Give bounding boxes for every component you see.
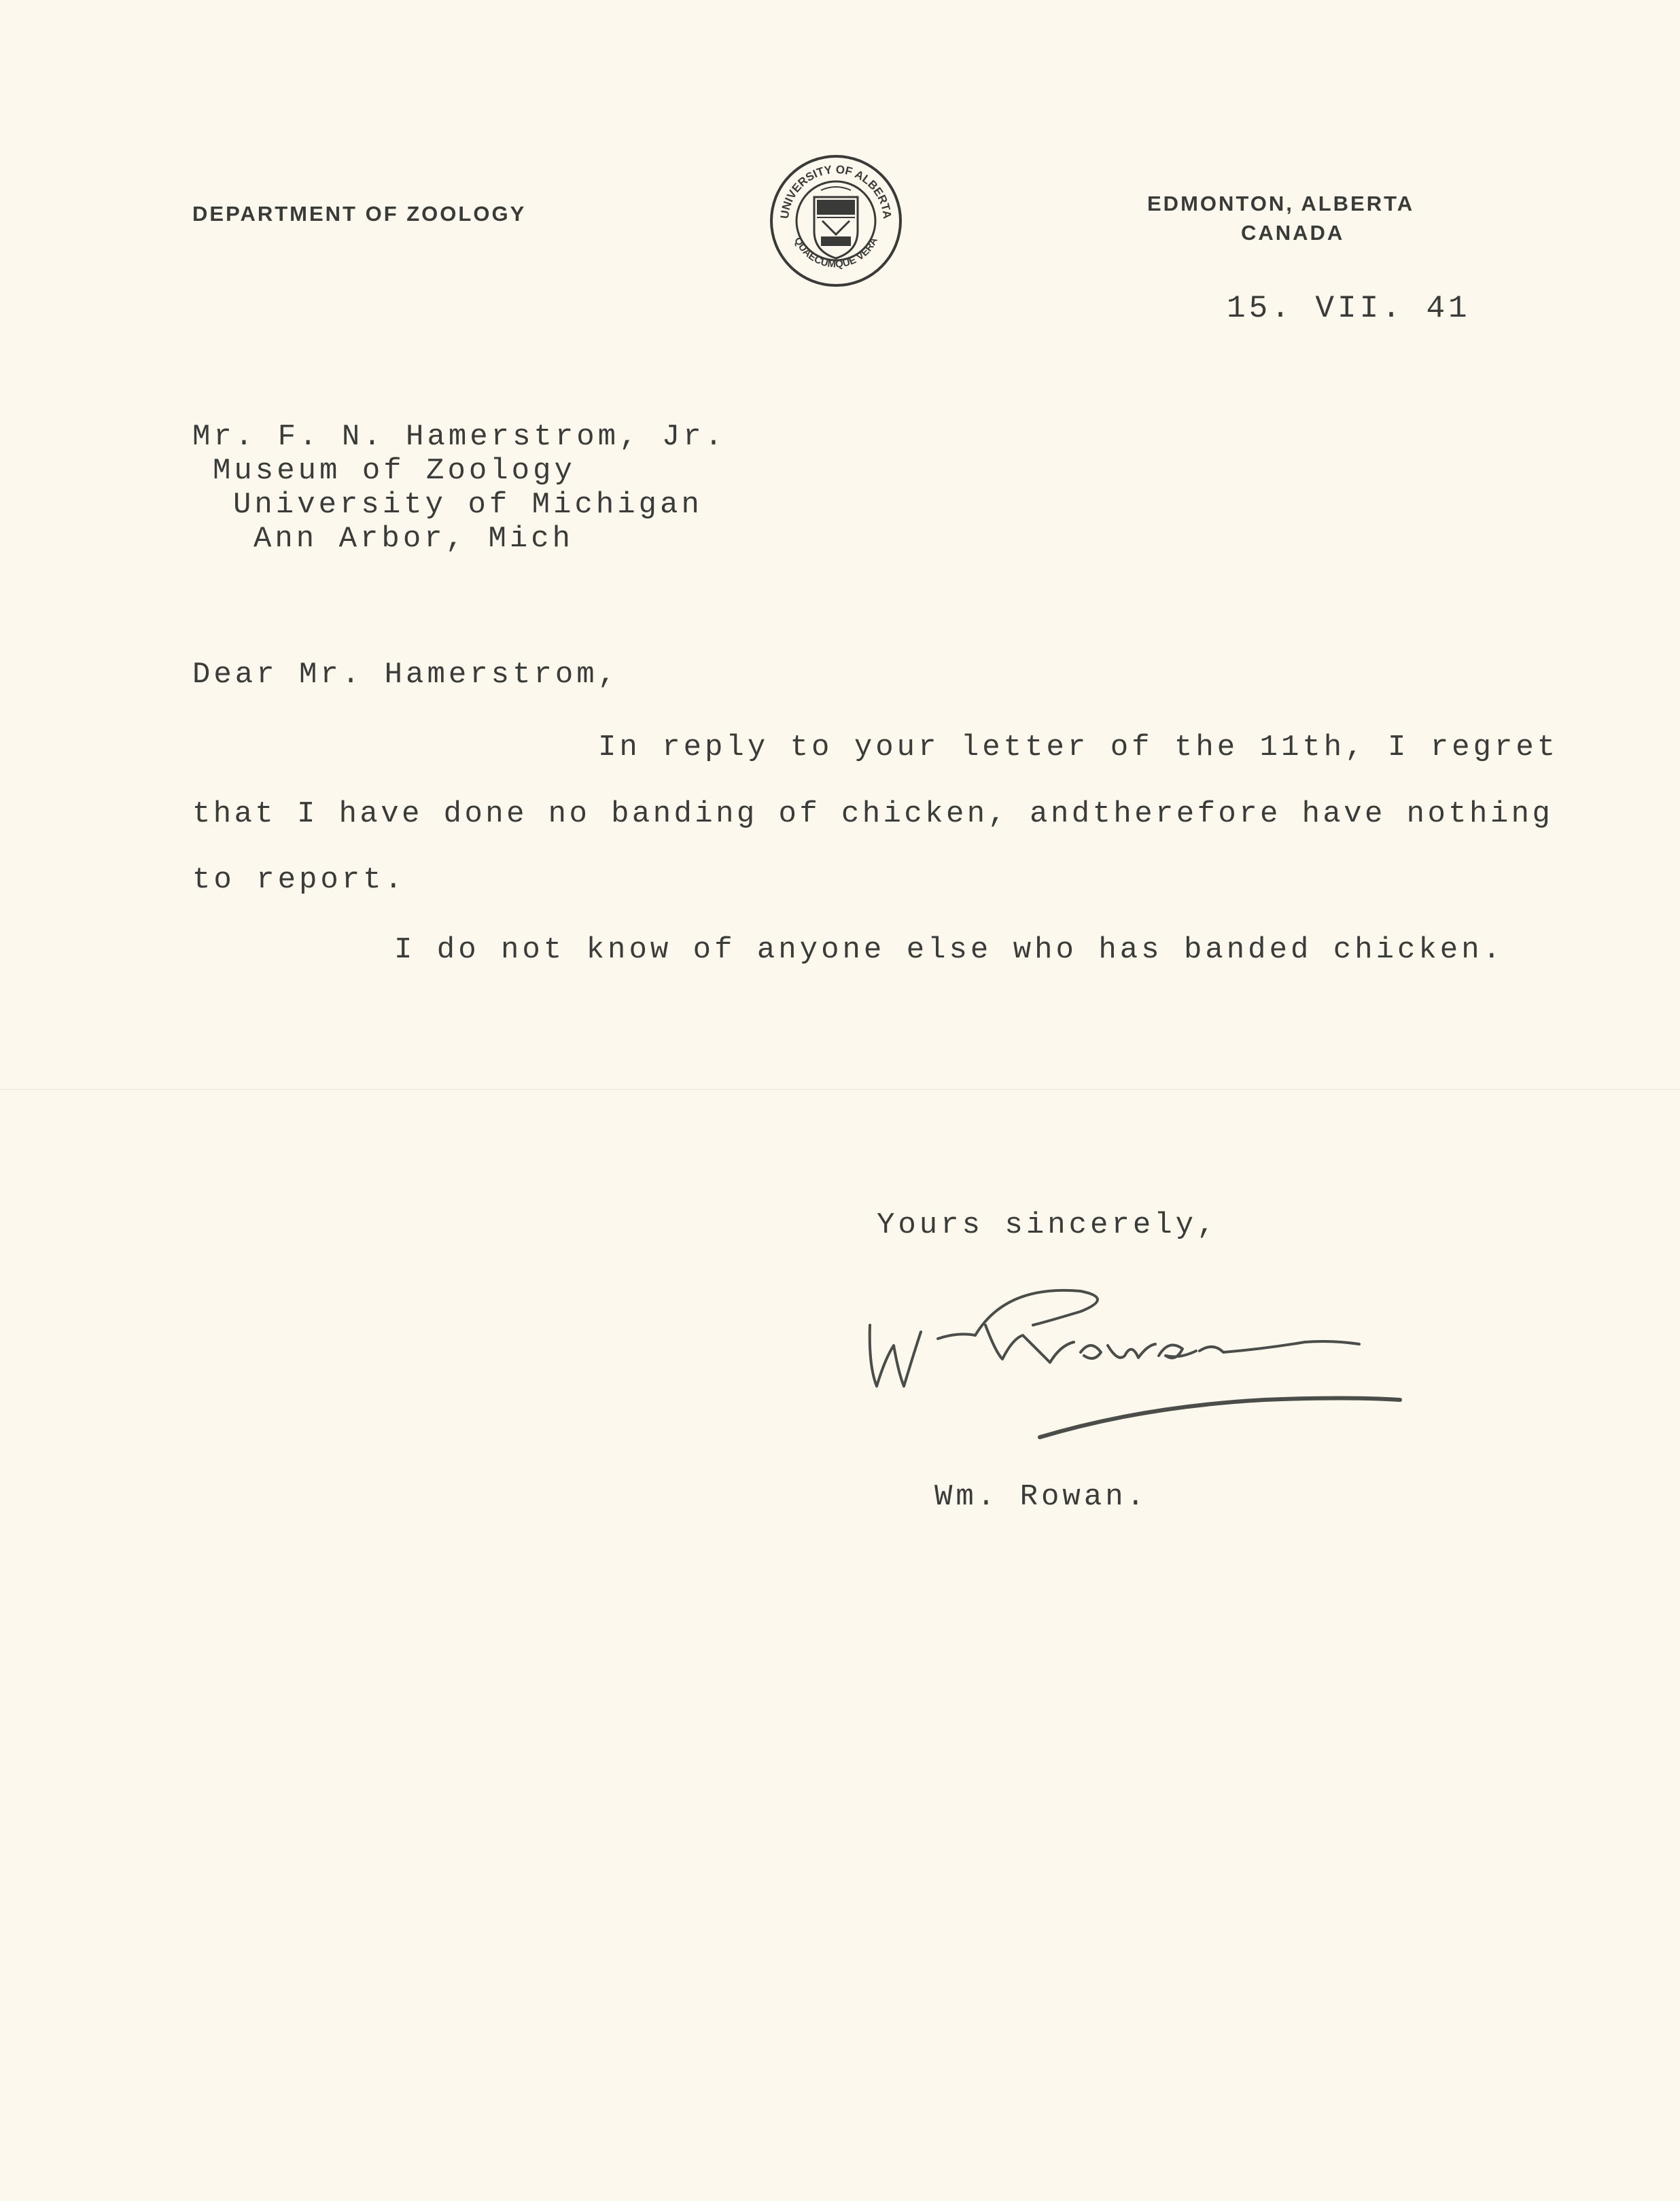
letter-date: 15. VII. 41 bbox=[1227, 291, 1471, 326]
paper-fold-line bbox=[0, 1089, 1680, 1090]
body-paragraph-1-line-3: to report. bbox=[192, 863, 406, 897]
city-heading: EDMONTON, ALBERTA bbox=[1147, 192, 1415, 215]
recipient-city: Ann Arbor, Mich bbox=[253, 522, 574, 556]
department-heading: DEPARTMENT OF ZOOLOGY bbox=[192, 202, 527, 226]
body-paragraph-2: I do not know of anyone else who has banded chicken. bbox=[394, 933, 1505, 967]
recipient-university: University of Michigan bbox=[233, 488, 703, 522]
seal-bottom-text: QUAECUMQUE VERA bbox=[792, 235, 880, 270]
signer-name: Wm. Rowan. bbox=[934, 1480, 1149, 1514]
university-seal-icon bbox=[768, 149, 904, 292]
recipient-name: Mr. F. N. Hamerstrom, Jr. bbox=[192, 420, 727, 454]
closing: Yours sincerely, bbox=[877, 1208, 1219, 1242]
seal-top-text: UNIVERSITY OF ALBERTA bbox=[777, 162, 894, 219]
recipient-institution: Museum of Zoology bbox=[213, 454, 576, 488]
handwritten-signature-icon bbox=[856, 1271, 1454, 1447]
body-paragraph-1-line-2: that I have done no banding of chicken, andtherefore have nothing bbox=[192, 797, 1554, 831]
body-paragraph-1-line-1: In reply to your letter of the 11th, I regret bbox=[598, 730, 1559, 764]
salutation: Dear Mr. Hamerstrom, bbox=[192, 658, 620, 692]
country-heading: CANADA bbox=[1241, 221, 1345, 245]
